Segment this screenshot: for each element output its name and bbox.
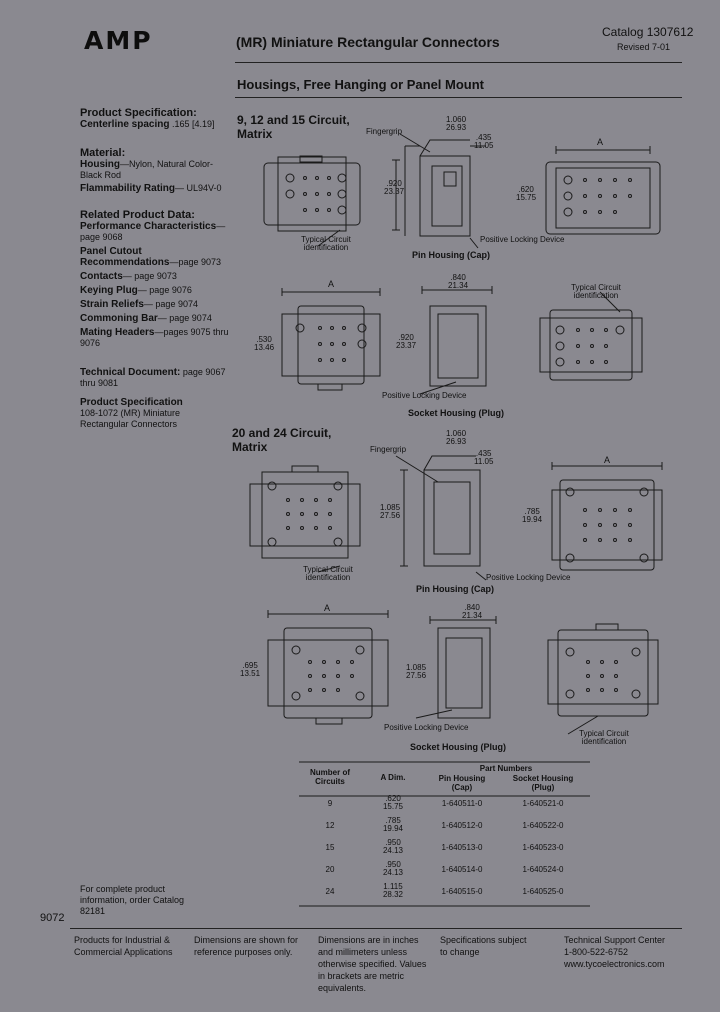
product-spec2-heading: Product Specification bbox=[80, 397, 183, 408]
col-socket: Socket Housing (Plug) bbox=[512, 774, 574, 792]
technical-doc-label: Technical Document: bbox=[80, 367, 181, 378]
dim-mm: 27.56 bbox=[406, 671, 427, 680]
dim-1060 bbox=[446, 116, 466, 132]
section-title-line: 20 and 24 Circuit, bbox=[232, 426, 332, 440]
related-item-label: Contacts bbox=[80, 271, 123, 282]
section-title-line: Matrix bbox=[237, 127, 273, 141]
cell-pin: 1-640511-0 bbox=[441, 798, 483, 808]
positive-locking-label-4: Positive Locking Device bbox=[384, 723, 469, 732]
dim-920 bbox=[384, 180, 404, 196]
pin-housing-back-view-2 bbox=[552, 462, 662, 570]
related-item-value: —page 9073 bbox=[169, 257, 222, 267]
cell-pin: 1-640515-0 bbox=[441, 886, 483, 896]
pin-housing-front-view-2 bbox=[250, 466, 360, 558]
footer-col-products: Products for Industrial & Commercial Applications bbox=[74, 935, 173, 957]
product-spec-heading: Product Specification: bbox=[80, 107, 197, 119]
dim-A-2: A bbox=[328, 279, 335, 289]
table-row bbox=[299, 880, 587, 902]
dim-in: 1.060 bbox=[446, 115, 467, 124]
dim-in: .695 bbox=[242, 661, 258, 670]
socket-housing-side-view-2 bbox=[430, 616, 496, 718]
flammability-value: — UL94V-0 bbox=[175, 183, 222, 193]
support-website[interactable]: www.tycoelectronics.com bbox=[564, 959, 665, 969]
cell-dim-in: .620 bbox=[385, 794, 401, 803]
related-item-label: Performance Characteristics bbox=[80, 221, 217, 232]
typical-circuit-label-4: Typical Circuit identification bbox=[579, 729, 629, 746]
cell-pin: 1-640514-0 bbox=[441, 864, 483, 874]
dim-A-4: A bbox=[324, 603, 331, 613]
dim-mm: 11.05 bbox=[474, 457, 494, 466]
page-title: (MR) Miniature Rectangular Connectors bbox=[236, 34, 500, 50]
pin-housing-side-view-1 bbox=[392, 140, 486, 236]
dim-785 bbox=[522, 508, 542, 524]
socket-housing-caption-2: Socket Housing (Plug) bbox=[410, 742, 507, 752]
cell-pin: 1-640513-0 bbox=[441, 842, 483, 852]
dim-mm: 23.37 bbox=[396, 341, 417, 350]
footer-col-dimensions-units: Dimensions are in inches and millimeters unless otherwise specified. Values in brackets are metric equivalents. bbox=[318, 935, 427, 993]
table-row bbox=[299, 814, 587, 836]
footer-col-specifications: Specifications subject to change bbox=[440, 935, 527, 957]
cell-dim bbox=[361, 880, 425, 902]
dim-in: .920 bbox=[386, 179, 402, 188]
pin-housing-caption-2: Pin Housing (Cap) bbox=[416, 584, 494, 594]
catalog-number: Catalog 1307612 bbox=[602, 25, 694, 39]
dim-435-2 bbox=[474, 450, 493, 466]
dim-mm: 15.75 bbox=[516, 193, 537, 202]
cell-dim-mm: 28.32 bbox=[382, 890, 404, 899]
typical-circuit-label-2: Typical Circuit identification bbox=[571, 283, 621, 300]
cell-dim-in: .950 bbox=[385, 860, 401, 869]
page-subtitle: Housings, Free Hanging or Panel Mount bbox=[237, 77, 485, 92]
complete-info-note: For complete product information, order Catalog 82181 bbox=[80, 884, 185, 916]
dim-mm: 26.93 bbox=[446, 437, 467, 446]
dim-mm: 13.46 bbox=[254, 343, 275, 352]
dim-1085 bbox=[380, 504, 400, 520]
dim-in: 1.085 bbox=[380, 503, 401, 512]
socket-housing-caption-1: Socket Housing (Plug) bbox=[408, 408, 505, 418]
footer-col-support bbox=[564, 934, 684, 970]
dim-mm: 21.34 bbox=[462, 611, 483, 620]
cell-socket: 1-640521-0 bbox=[522, 798, 564, 808]
related-item-label: Panel Cutout Recommendations bbox=[80, 246, 170, 268]
technical-doc-value: page 9067 thru 9081 bbox=[80, 367, 226, 388]
related-item-value: — page 9073 bbox=[122, 271, 177, 281]
dim-mm: 13.51 bbox=[240, 669, 261, 678]
section-title-line: 9, 12 and 15 Circuit, bbox=[237, 113, 350, 127]
cell-circuits: 15 bbox=[325, 842, 335, 852]
dim-530 bbox=[254, 336, 274, 352]
col-dim: A Dim. bbox=[380, 772, 406, 782]
dim-in: .620 bbox=[518, 185, 534, 194]
cell-dim-mm: 24.13 bbox=[382, 846, 404, 855]
cell-circuits: 20 bbox=[325, 864, 335, 874]
fingergrip-label-2: Fingergrip bbox=[370, 445, 407, 454]
dim-920-socket bbox=[396, 334, 416, 350]
positive-locking-label-3: Positive Locking Device bbox=[486, 573, 571, 582]
dim-620 bbox=[516, 186, 536, 202]
support-center: Technical Support Center bbox=[564, 935, 666, 945]
positive-locking-label-2: Positive Locking Device bbox=[382, 391, 467, 400]
cell-dim-mm: 24.13 bbox=[382, 868, 404, 877]
related-item-value: —pages 9075 thru 9076 bbox=[80, 327, 229, 348]
housing-label: Housing bbox=[80, 159, 120, 170]
cell-socket: 1-640522-0 bbox=[522, 820, 564, 830]
cell-dim-in: .785 bbox=[385, 816, 401, 825]
dim-A-1: A bbox=[597, 137, 604, 147]
dim-in: .435 bbox=[475, 449, 492, 458]
centerline-label: Centerline spacing bbox=[80, 119, 170, 130]
dim-435 bbox=[474, 134, 493, 150]
related-item-value: —page 9068 bbox=[80, 221, 226, 242]
table-row bbox=[299, 792, 587, 814]
section-title-line: Matrix bbox=[232, 440, 268, 454]
cell-socket: 1-640523-0 bbox=[522, 842, 564, 852]
support-phone: 1-800-522-6752 bbox=[564, 947, 629, 957]
material-heading: Material: bbox=[80, 147, 126, 159]
dim-1060-2 bbox=[446, 430, 466, 446]
dim-mm: 26.93 bbox=[446, 123, 467, 132]
dim-1085-socket bbox=[406, 664, 426, 680]
product-spec2-value: 108-1072 (MR) Miniature Rectangular Connectors bbox=[80, 408, 181, 429]
dim-in: .920 bbox=[398, 333, 414, 342]
related-item-value: — page 9074 bbox=[157, 313, 212, 323]
dim-mm: 11.05 bbox=[474, 141, 494, 150]
footer-col-dimensions-ref: Dimensions are shown for reference purposes only. bbox=[194, 935, 299, 957]
dim-mm: 21.34 bbox=[448, 281, 469, 290]
cell-dim-in: .950 bbox=[385, 838, 401, 847]
socket-housing-front-view-2 bbox=[268, 610, 388, 724]
pin-housing-side-view-2 bbox=[400, 456, 480, 566]
dim-mm: 23.37 bbox=[384, 187, 405, 196]
table-row bbox=[299, 858, 587, 880]
dim-in: .840 bbox=[450, 273, 466, 282]
dim-in: .530 bbox=[256, 335, 272, 344]
table-row bbox=[299, 836, 587, 858]
cell-pin: 1-640512-0 bbox=[441, 820, 483, 830]
dim-in: .435 bbox=[475, 133, 492, 142]
related-item-value: — page 9076 bbox=[137, 285, 192, 295]
positive-locking-label-1: Positive Locking Device bbox=[480, 235, 565, 244]
socket-housing-front-view-1 bbox=[282, 288, 380, 390]
related-item-label: Keying Plug bbox=[80, 285, 138, 296]
cell-dim bbox=[361, 792, 425, 814]
col-circuits: Number of Circuits bbox=[310, 768, 350, 786]
cell-dim-in: 1.115 bbox=[383, 882, 403, 891]
socket-housing-side-view-1 bbox=[422, 286, 492, 386]
flammability-label: Flammability Rating bbox=[80, 183, 176, 194]
fingergrip-label-1: Fingergrip bbox=[366, 127, 403, 136]
dim-695 bbox=[240, 662, 260, 678]
pin-housing-back-view-1 bbox=[546, 146, 660, 234]
cell-socket: 1-640524-0 bbox=[522, 864, 564, 874]
dim-mm: 27.56 bbox=[380, 511, 401, 520]
revised-date: Revised 7-01 bbox=[617, 42, 671, 52]
typical-circuit-label-1: Typical Circuit identification bbox=[301, 235, 351, 252]
dim-840 bbox=[448, 274, 468, 290]
related-item-value: — page 9074 bbox=[143, 299, 198, 309]
dim-in: 1.085 bbox=[406, 663, 427, 672]
cell-dim-mm: 19.94 bbox=[382, 824, 404, 833]
part-number-table bbox=[299, 762, 587, 902]
footer-rule bbox=[70, 928, 682, 929]
col-part-numbers: Part Numbers bbox=[479, 763, 533, 773]
cell-dim bbox=[361, 858, 425, 880]
dim-in: 1.060 bbox=[446, 429, 467, 438]
related-heading: Related Product Data: bbox=[80, 209, 195, 221]
page-number: 9072 bbox=[40, 912, 65, 924]
amp-logo: AMP bbox=[84, 26, 153, 55]
related-item-label: Strain Reliefs bbox=[80, 299, 144, 310]
table-header-row bbox=[299, 762, 587, 774]
dim-mm: 19.94 bbox=[522, 515, 543, 524]
cell-circuits: 9 bbox=[327, 798, 333, 808]
dim-A-3: A bbox=[604, 455, 611, 465]
col-pin: Pin Housing (Cap) bbox=[438, 774, 486, 792]
pin-housing-caption-1: Pin Housing (Cap) bbox=[412, 250, 490, 260]
dim-in: .840 bbox=[464, 603, 480, 612]
cell-circuits: 12 bbox=[325, 820, 335, 830]
pin-housing-front-view-1 bbox=[264, 156, 360, 231]
typical-circuit-label-3: Typical Circuit identification bbox=[303, 565, 353, 582]
dim-840-2 bbox=[462, 604, 482, 620]
cell-dim bbox=[361, 836, 425, 858]
centerline-value: .165 [4.19] bbox=[171, 119, 215, 129]
cell-circuits: 24 bbox=[325, 886, 335, 896]
socket-housing-back-view-2 bbox=[548, 624, 658, 716]
socket-housing-back-view-1 bbox=[540, 310, 642, 380]
related-item-label: Commoning Bar bbox=[80, 313, 158, 324]
cell-dim-mm: 15.75 bbox=[382, 802, 404, 811]
housing-value: —Nylon, Natural Color-Black Rod bbox=[80, 159, 214, 180]
leader-lines bbox=[318, 134, 620, 734]
related-item-label: Mating Headers bbox=[80, 327, 155, 338]
cell-socket: 1-640525-0 bbox=[522, 886, 564, 896]
dim-in: .785 bbox=[524, 507, 540, 516]
cell-dim bbox=[361, 814, 425, 836]
